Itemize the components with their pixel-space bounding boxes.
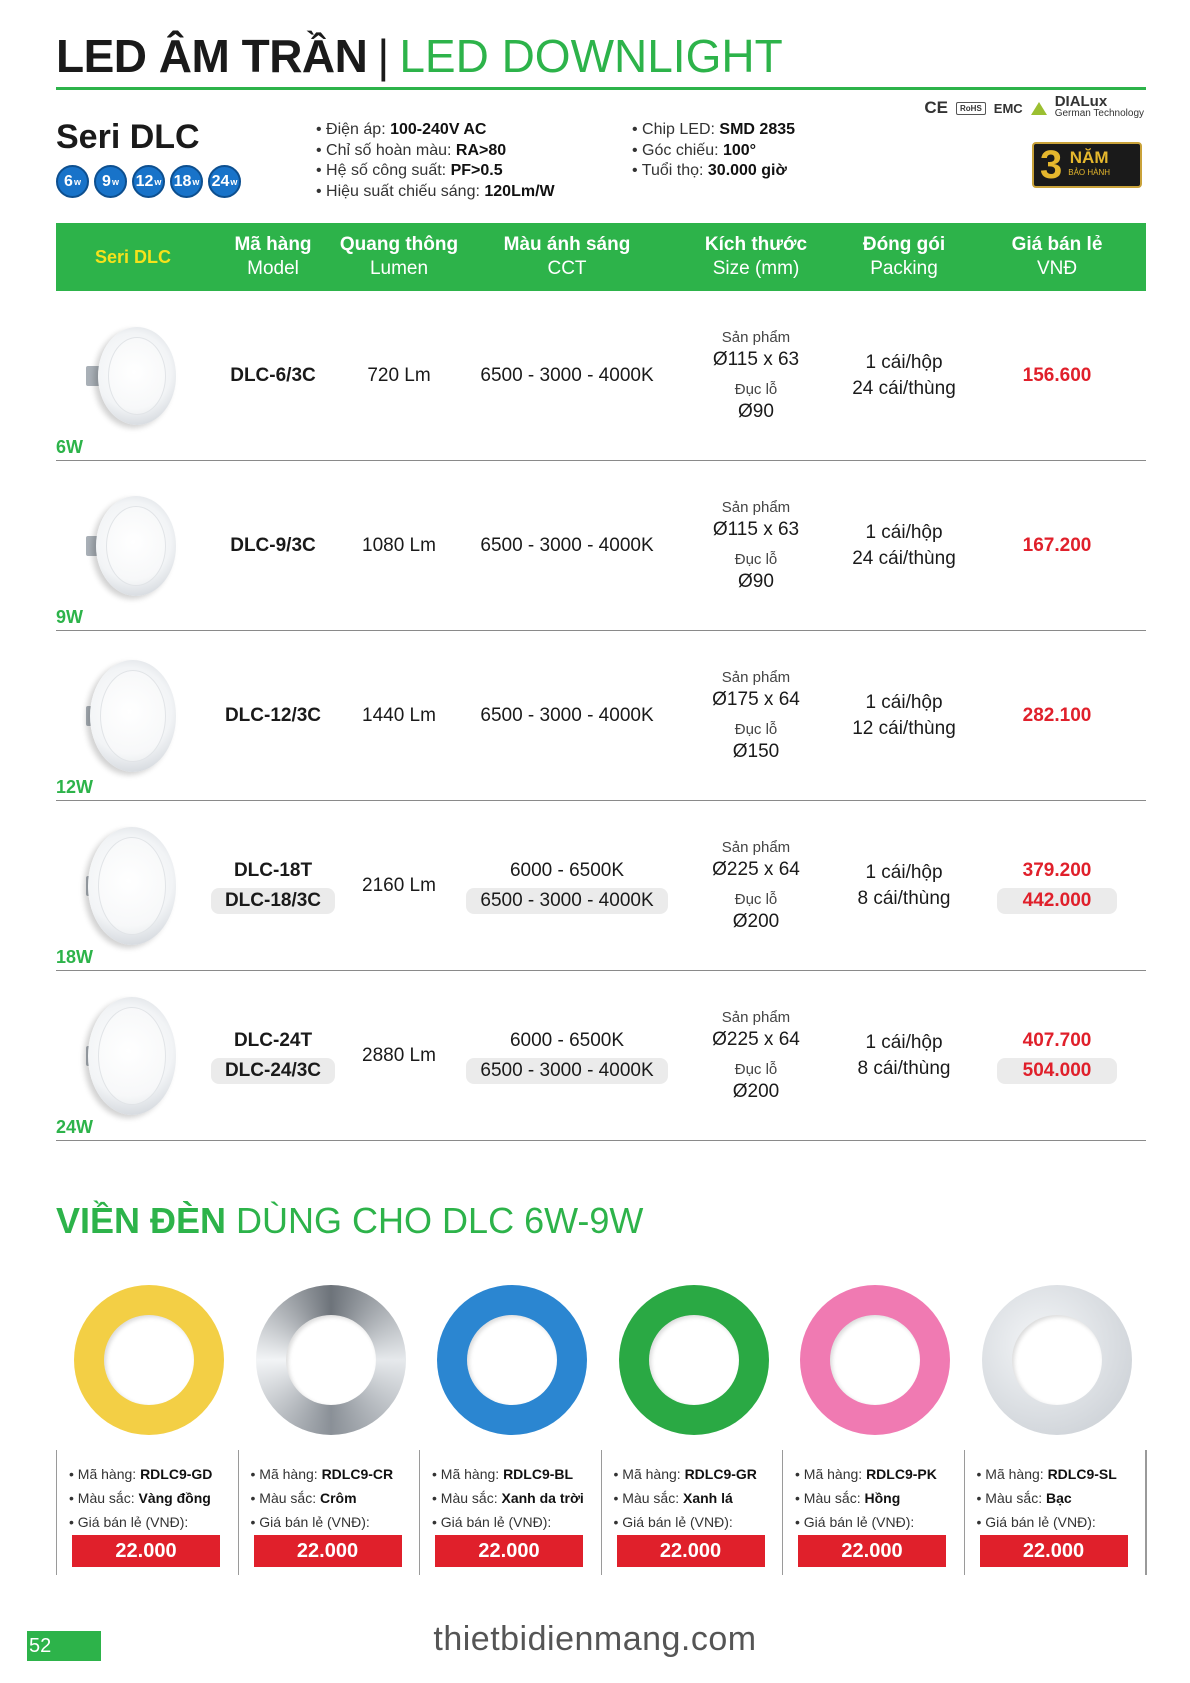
- column-header: [840, 223, 968, 291]
- table-row: [56, 801, 1146, 971]
- packing-carton: 8 cái/thùng: [857, 887, 951, 909]
- ring-price: 22.000: [798, 1535, 946, 1567]
- watt-badge-unit: w: [230, 176, 238, 187]
- spec-label: Hệ số công suất:: [326, 162, 447, 179]
- size-product-label: Sản phẩm: [721, 1008, 791, 1026]
- ring-color: Xanh lá: [683, 1490, 733, 1506]
- ring-color-line: [69, 1486, 238, 1510]
- ring-code-label: Mã hàng:: [77, 1466, 137, 1482]
- ring-item: [419, 1275, 601, 1575]
- spec-label: Hiệu suất chiếu sáng:: [326, 182, 480, 200]
- size-product-value: Ø115 x 63: [712, 518, 800, 540]
- ring-code: RDLC9-GR: [684, 1466, 757, 1482]
- model-code: DLC-12/3C: [224, 704, 322, 726]
- cct-value: 6500 - 3000 - 4000K: [466, 888, 667, 914]
- size-product-label: Sản phẩm: [721, 668, 791, 686]
- warranty-badge: [1032, 142, 1142, 188]
- size-cell: [672, 631, 840, 800]
- spec-label: Tuổi thọ:: [641, 162, 704, 179]
- column-header-en: Size (mm): [712, 258, 800, 279]
- size-hole-label: Đục lỗ: [734, 550, 778, 568]
- lamp-lens: [108, 337, 166, 415]
- packing-cell: [840, 801, 968, 970]
- watt-badge: [170, 165, 203, 198]
- model-cell: [210, 631, 336, 800]
- spec-value: 30.000 giờ: [707, 162, 787, 179]
- size-cell: [672, 461, 840, 630]
- packing-box: 1 cái/hộp: [865, 1031, 943, 1053]
- title-vn: LED ÂM TRẦN: [56, 30, 368, 82]
- ring-color-line: [614, 1486, 783, 1510]
- model-code: DLC-18/3C: [211, 888, 335, 914]
- ring-price-label: • Giá bán lẻ (VNĐ):: [795, 1510, 964, 1534]
- size-product-label: Sản phẩm: [721, 498, 791, 516]
- page-header: [56, 28, 1146, 90]
- product-image: [66, 486, 176, 606]
- spec-item: [316, 182, 555, 203]
- size-product-value: Ø175 x 64: [712, 688, 800, 710]
- ring-code-line: [977, 1462, 1146, 1486]
- model-cell: [210, 291, 336, 460]
- price-value: 379.200: [1022, 859, 1092, 881]
- watt-label: 6W: [56, 437, 83, 457]
- dialux-title: DIALux: [1054, 93, 1108, 110]
- price-value: 407.700: [1022, 1029, 1092, 1051]
- size-hole-label: Đục lỗ: [734, 890, 778, 908]
- size-hole-value: Ø200: [732, 910, 780, 932]
- ring-color: Hồng: [864, 1490, 901, 1506]
- ring-color-label: Màu sắc:: [803, 1490, 861, 1506]
- cct-cell: [462, 291, 672, 460]
- title-en: LED DOWNLIGHT: [399, 30, 783, 82]
- price-value: 167.200: [1022, 534, 1092, 556]
- spec-item: [632, 141, 795, 162]
- column-header-en: Lumen: [369, 258, 429, 279]
- size-hole-value: Ø90: [738, 400, 774, 422]
- ring-code-label: Mã hàng:: [259, 1466, 318, 1482]
- ring-image: [74, 1285, 224, 1435]
- column-header-en: VNĐ: [1036, 258, 1078, 279]
- spec-value: PF>0.5: [450, 162, 503, 179]
- price-value: 504.000: [997, 1058, 1118, 1084]
- watt-badges: [56, 165, 241, 198]
- ring-code: RDLC9-GD: [140, 1466, 213, 1482]
- lumen-cell: [336, 631, 462, 800]
- price-value: 282.100: [1022, 704, 1092, 726]
- spec-value: RA>80: [455, 141, 507, 159]
- rings-section-title: [56, 1200, 643, 1242]
- product-cell: [56, 461, 210, 630]
- ring-image: [800, 1285, 950, 1435]
- spec-label: Góc chiếu:: [642, 141, 719, 159]
- price-value: 442.000: [997, 888, 1118, 914]
- column-header: [462, 223, 672, 291]
- ring-item: [56, 1275, 238, 1575]
- ring-color-label: Màu sắc:: [622, 1490, 680, 1506]
- packing-cell: [840, 461, 968, 630]
- title-separator: |: [377, 30, 390, 82]
- product-image: [66, 996, 176, 1116]
- spec-value: 100°: [722, 141, 757, 159]
- watt-badge: [94, 165, 127, 198]
- column-header-en: Packing: [870, 258, 938, 279]
- ring-color: Vàng đồng: [138, 1490, 211, 1506]
- warranty-label: BẢO HÀNH: [1068, 168, 1111, 177]
- spec-item: [316, 141, 555, 162]
- ring-item: [601, 1275, 783, 1575]
- table-header: [56, 223, 1146, 291]
- spec-item: [316, 161, 555, 182]
- packing-box: 1 cái/hộp: [865, 691, 943, 713]
- ring-color-label: Màu sắc:: [259, 1490, 317, 1506]
- ring-color-line: [251, 1486, 420, 1510]
- cct-cell: [462, 461, 672, 630]
- cct-value: 6500 - 3000 - 4000K: [480, 704, 654, 726]
- model-code: DLC-24T: [233, 1029, 313, 1051]
- packing-cell: [840, 631, 968, 800]
- price-value: 156.600: [1022, 364, 1092, 386]
- table-row: [56, 291, 1146, 461]
- ring-code-label: Mã hàng:: [622, 1466, 681, 1482]
- watt-badge-value: 6: [64, 172, 73, 190]
- watt-label: 9W: [56, 607, 83, 627]
- table-row: [56, 461, 1146, 631]
- lumen-cell: [336, 801, 462, 970]
- size-product-value: Ø225 x 64: [712, 858, 800, 880]
- size-cell: [672, 801, 840, 970]
- ring-code-line: [614, 1462, 783, 1486]
- ring-price-label: • Giá bán lẻ (VNĐ):: [432, 1510, 601, 1534]
- lamp-lens: [98, 1007, 166, 1105]
- ring-item: [782, 1275, 964, 1575]
- column-header-vn: Màu ánh sáng: [503, 234, 631, 255]
- dialux-logo-icon: [1031, 102, 1047, 115]
- column-header-vn: Quang thông: [339, 234, 459, 255]
- ring-code: RDLC9-BL: [503, 1466, 574, 1482]
- ring-color: Xanh da trời: [501, 1490, 584, 1506]
- spec-label: Chỉ số hoàn màu:: [326, 141, 452, 159]
- price-cell: [968, 801, 1146, 970]
- ring-code-label: Mã hàng:: [803, 1466, 863, 1482]
- price-cell: [968, 461, 1146, 630]
- ring-code-label: Mã hàng:: [440, 1466, 500, 1482]
- rings-title-bold: VIỀN ĐÈN: [56, 1200, 227, 1241]
- product-cell: [56, 801, 210, 970]
- model-code: DLC-24/3C: [211, 1058, 335, 1084]
- ring-price: 22.000: [72, 1535, 220, 1567]
- cct-value: 6000 - 6500K: [509, 859, 625, 881]
- column-header-vn: Kích thước: [704, 234, 808, 255]
- ring-price: 22.000: [435, 1535, 583, 1567]
- ring-color-label: Màu sắc:: [985, 1490, 1043, 1506]
- spec-value: 120Lm/W: [484, 182, 555, 200]
- watt-label: 24W: [56, 1117, 94, 1137]
- watt-badge-value: 12: [135, 172, 154, 190]
- ring-code: RDLC9-PK: [866, 1466, 937, 1482]
- size-cell: [672, 291, 840, 460]
- lamp-lens: [100, 670, 166, 762]
- size-product-value: Ø225 x 64: [712, 1028, 800, 1050]
- packing-carton: 8 cái/thùng: [857, 1057, 951, 1079]
- cct-value: 6000 - 6500K: [509, 1029, 625, 1051]
- ring-price: 22.000: [254, 1535, 402, 1567]
- model-code: DLC-6/3C: [230, 364, 316, 386]
- specs-right: [632, 120, 795, 182]
- lumen-value: 720 Lm: [367, 364, 431, 386]
- website: thietbidienmang.com: [433, 1620, 757, 1658]
- product-image: [66, 826, 176, 946]
- watt-badge: [56, 165, 89, 198]
- dialux-logo: [1054, 93, 1144, 120]
- size-product-label: Sản phẩm: [721, 328, 791, 346]
- ring-color: Bạc: [1046, 1490, 1072, 1506]
- rings-grid: [56, 1275, 1146, 1575]
- ring-color-line: [432, 1486, 601, 1510]
- ce-mark-icon: CE: [924, 98, 949, 117]
- packing-box: 1 cái/hộp: [865, 521, 943, 543]
- lumen-cell: [336, 461, 462, 630]
- watt-badge-unit: w: [154, 176, 162, 187]
- product-cell: [56, 971, 210, 1140]
- size-cell: [672, 971, 840, 1140]
- page-title: [56, 28, 1146, 84]
- ring-color-line: [795, 1486, 964, 1510]
- model-cell: [210, 971, 336, 1140]
- size-hole-label: Đục lỗ: [734, 380, 778, 398]
- cct-value: 6500 - 3000 - 4000K: [466, 1058, 667, 1084]
- cct-cell: [462, 631, 672, 800]
- size-hole-value: Ø90: [738, 570, 774, 592]
- watt-badge-unit: w: [192, 176, 200, 187]
- ring-price-label: • Giá bán lẻ (VNĐ):: [977, 1510, 1146, 1534]
- product-cell: [56, 631, 210, 800]
- spec-value: 100-240V AC: [390, 121, 487, 138]
- watt-badge-value: 24: [211, 172, 230, 190]
- ring-image: [982, 1285, 1132, 1435]
- ring-code-line: [432, 1462, 601, 1486]
- spec-label: Chip LED:: [642, 121, 715, 138]
- ring-code-line: [795, 1462, 964, 1486]
- dialux-sub: German Technology: [1054, 108, 1144, 119]
- price-cell: [968, 971, 1146, 1140]
- column-header-vn: Giá bán lẻ: [1011, 234, 1103, 255]
- ring-price-label: • Giá bán lẻ (VNĐ):: [69, 1510, 238, 1534]
- ring-color-line: [977, 1486, 1146, 1510]
- series-name: Seri DLC: [56, 118, 200, 156]
- ring-color-label: Màu sắc:: [77, 1490, 135, 1506]
- size-hole-label: Đục lỗ: [734, 1060, 778, 1078]
- watt-label: 18W: [56, 947, 94, 967]
- rohs-icon: RoHS: [956, 102, 986, 115]
- model-cell: [210, 461, 336, 630]
- packing-carton: 24 cái/thùng: [852, 377, 956, 399]
- cct-value: 6500 - 3000 - 4000K: [480, 364, 654, 386]
- ring-price: 22.000: [617, 1535, 765, 1567]
- lamp-lens: [106, 506, 166, 586]
- size-hole-label: Đục lỗ: [734, 720, 778, 738]
- ring-code: RDLC9-SL: [1047, 1466, 1117, 1482]
- ring-price: 22.000: [980, 1535, 1128, 1567]
- ring-item: [964, 1275, 1146, 1575]
- certifications: [924, 93, 1144, 120]
- spec-item: [632, 120, 795, 141]
- size-product-label: Sản phẩm: [721, 838, 791, 856]
- specs-left: [316, 120, 555, 202]
- cct-cell: [462, 971, 672, 1140]
- watt-badge-value: 9: [102, 172, 111, 190]
- packing-box: 1 cái/hộp: [865, 861, 943, 883]
- model-cell: [210, 801, 336, 970]
- packing-carton: 24 cái/thùng: [852, 547, 956, 569]
- lumen-cell: [336, 291, 462, 460]
- ring-color-label: Màu sắc:: [440, 1490, 498, 1506]
- model-code: DLC-18T: [233, 859, 313, 881]
- cct-value: 6500 - 3000 - 4000K: [480, 534, 654, 556]
- ring-code-line: [69, 1462, 238, 1486]
- price-cell: [968, 631, 1146, 800]
- lumen-value: 2880 Lm: [362, 1044, 436, 1066]
- ring-price-label: • Giá bán lẻ (VNĐ):: [251, 1510, 420, 1534]
- packing-cell: [840, 971, 968, 1140]
- spec-item: [632, 161, 795, 182]
- lumen-cell: [336, 971, 462, 1140]
- product-cell: [56, 291, 210, 460]
- column-header-en: Model: [247, 258, 299, 279]
- packing-cell: [840, 291, 968, 460]
- table-row: [56, 631, 1146, 801]
- size-hole-value: Ø200: [732, 1080, 780, 1102]
- watt-badge: [132, 165, 165, 198]
- product-image: [66, 316, 176, 436]
- lamp-lens: [98, 837, 166, 935]
- ring-code-label: Mã hàng:: [985, 1466, 1044, 1482]
- ring-code-line: [251, 1462, 420, 1486]
- cct-cell: [462, 801, 672, 970]
- column-header-en: CCT: [547, 258, 587, 279]
- column-header: [672, 223, 840, 291]
- column-header: [210, 223, 336, 291]
- page-number: 52: [27, 1631, 101, 1661]
- warranty-years: 3: [1040, 143, 1063, 187]
- watt-badge-unit: w: [111, 176, 119, 187]
- product-table: [56, 291, 1146, 1141]
- column-header: [968, 223, 1146, 291]
- lumen-value: 1080 Lm: [362, 534, 436, 556]
- ring-price-label: • Giá bán lẻ (VNĐ):: [614, 1510, 783, 1534]
- ring-image: [619, 1285, 769, 1435]
- price-cell: [968, 291, 1146, 460]
- watt-badge: [208, 165, 241, 198]
- size-product-value: Ø115 x 63: [712, 348, 800, 370]
- ring-image: [256, 1285, 406, 1435]
- ring-color: Crôm: [320, 1490, 357, 1506]
- packing-box: 1 cái/hộp: [865, 351, 943, 373]
- watt-badge-unit: w: [73, 176, 81, 187]
- spec-value: SMD 2835: [719, 121, 796, 138]
- packing-carton: 12 cái/thùng: [852, 717, 956, 739]
- column-header: [56, 223, 210, 291]
- lumen-value: 2160 Lm: [362, 874, 436, 896]
- column-header-vn: Seri DLC: [94, 247, 172, 267]
- watt-label: 12W: [56, 777, 94, 797]
- spec-label: Điện áp:: [326, 121, 386, 138]
- watt-badge-value: 18: [173, 172, 192, 190]
- ring-code: RDLC9-CR: [321, 1466, 394, 1482]
- table-row: [56, 971, 1146, 1141]
- lumen-value: 1440 Lm: [362, 704, 436, 726]
- emc-mark-icon: EMC: [993, 100, 1023, 116]
- size-hole-value: Ø150: [732, 740, 780, 762]
- column-header-vn: Đóng gói: [862, 234, 946, 255]
- column-header: [336, 223, 462, 291]
- product-image: [66, 656, 176, 776]
- warranty-unit: NĂM: [1069, 148, 1109, 167]
- ring-image: [437, 1285, 587, 1435]
- rings-title-rest: DÙNG CHO DLC 6W-9W: [226, 1200, 644, 1241]
- column-header-vn: Mã hàng: [234, 234, 312, 255]
- spec-item: [316, 120, 555, 141]
- model-code: DLC-9/3C: [230, 534, 316, 556]
- ring-item: [238, 1275, 420, 1575]
